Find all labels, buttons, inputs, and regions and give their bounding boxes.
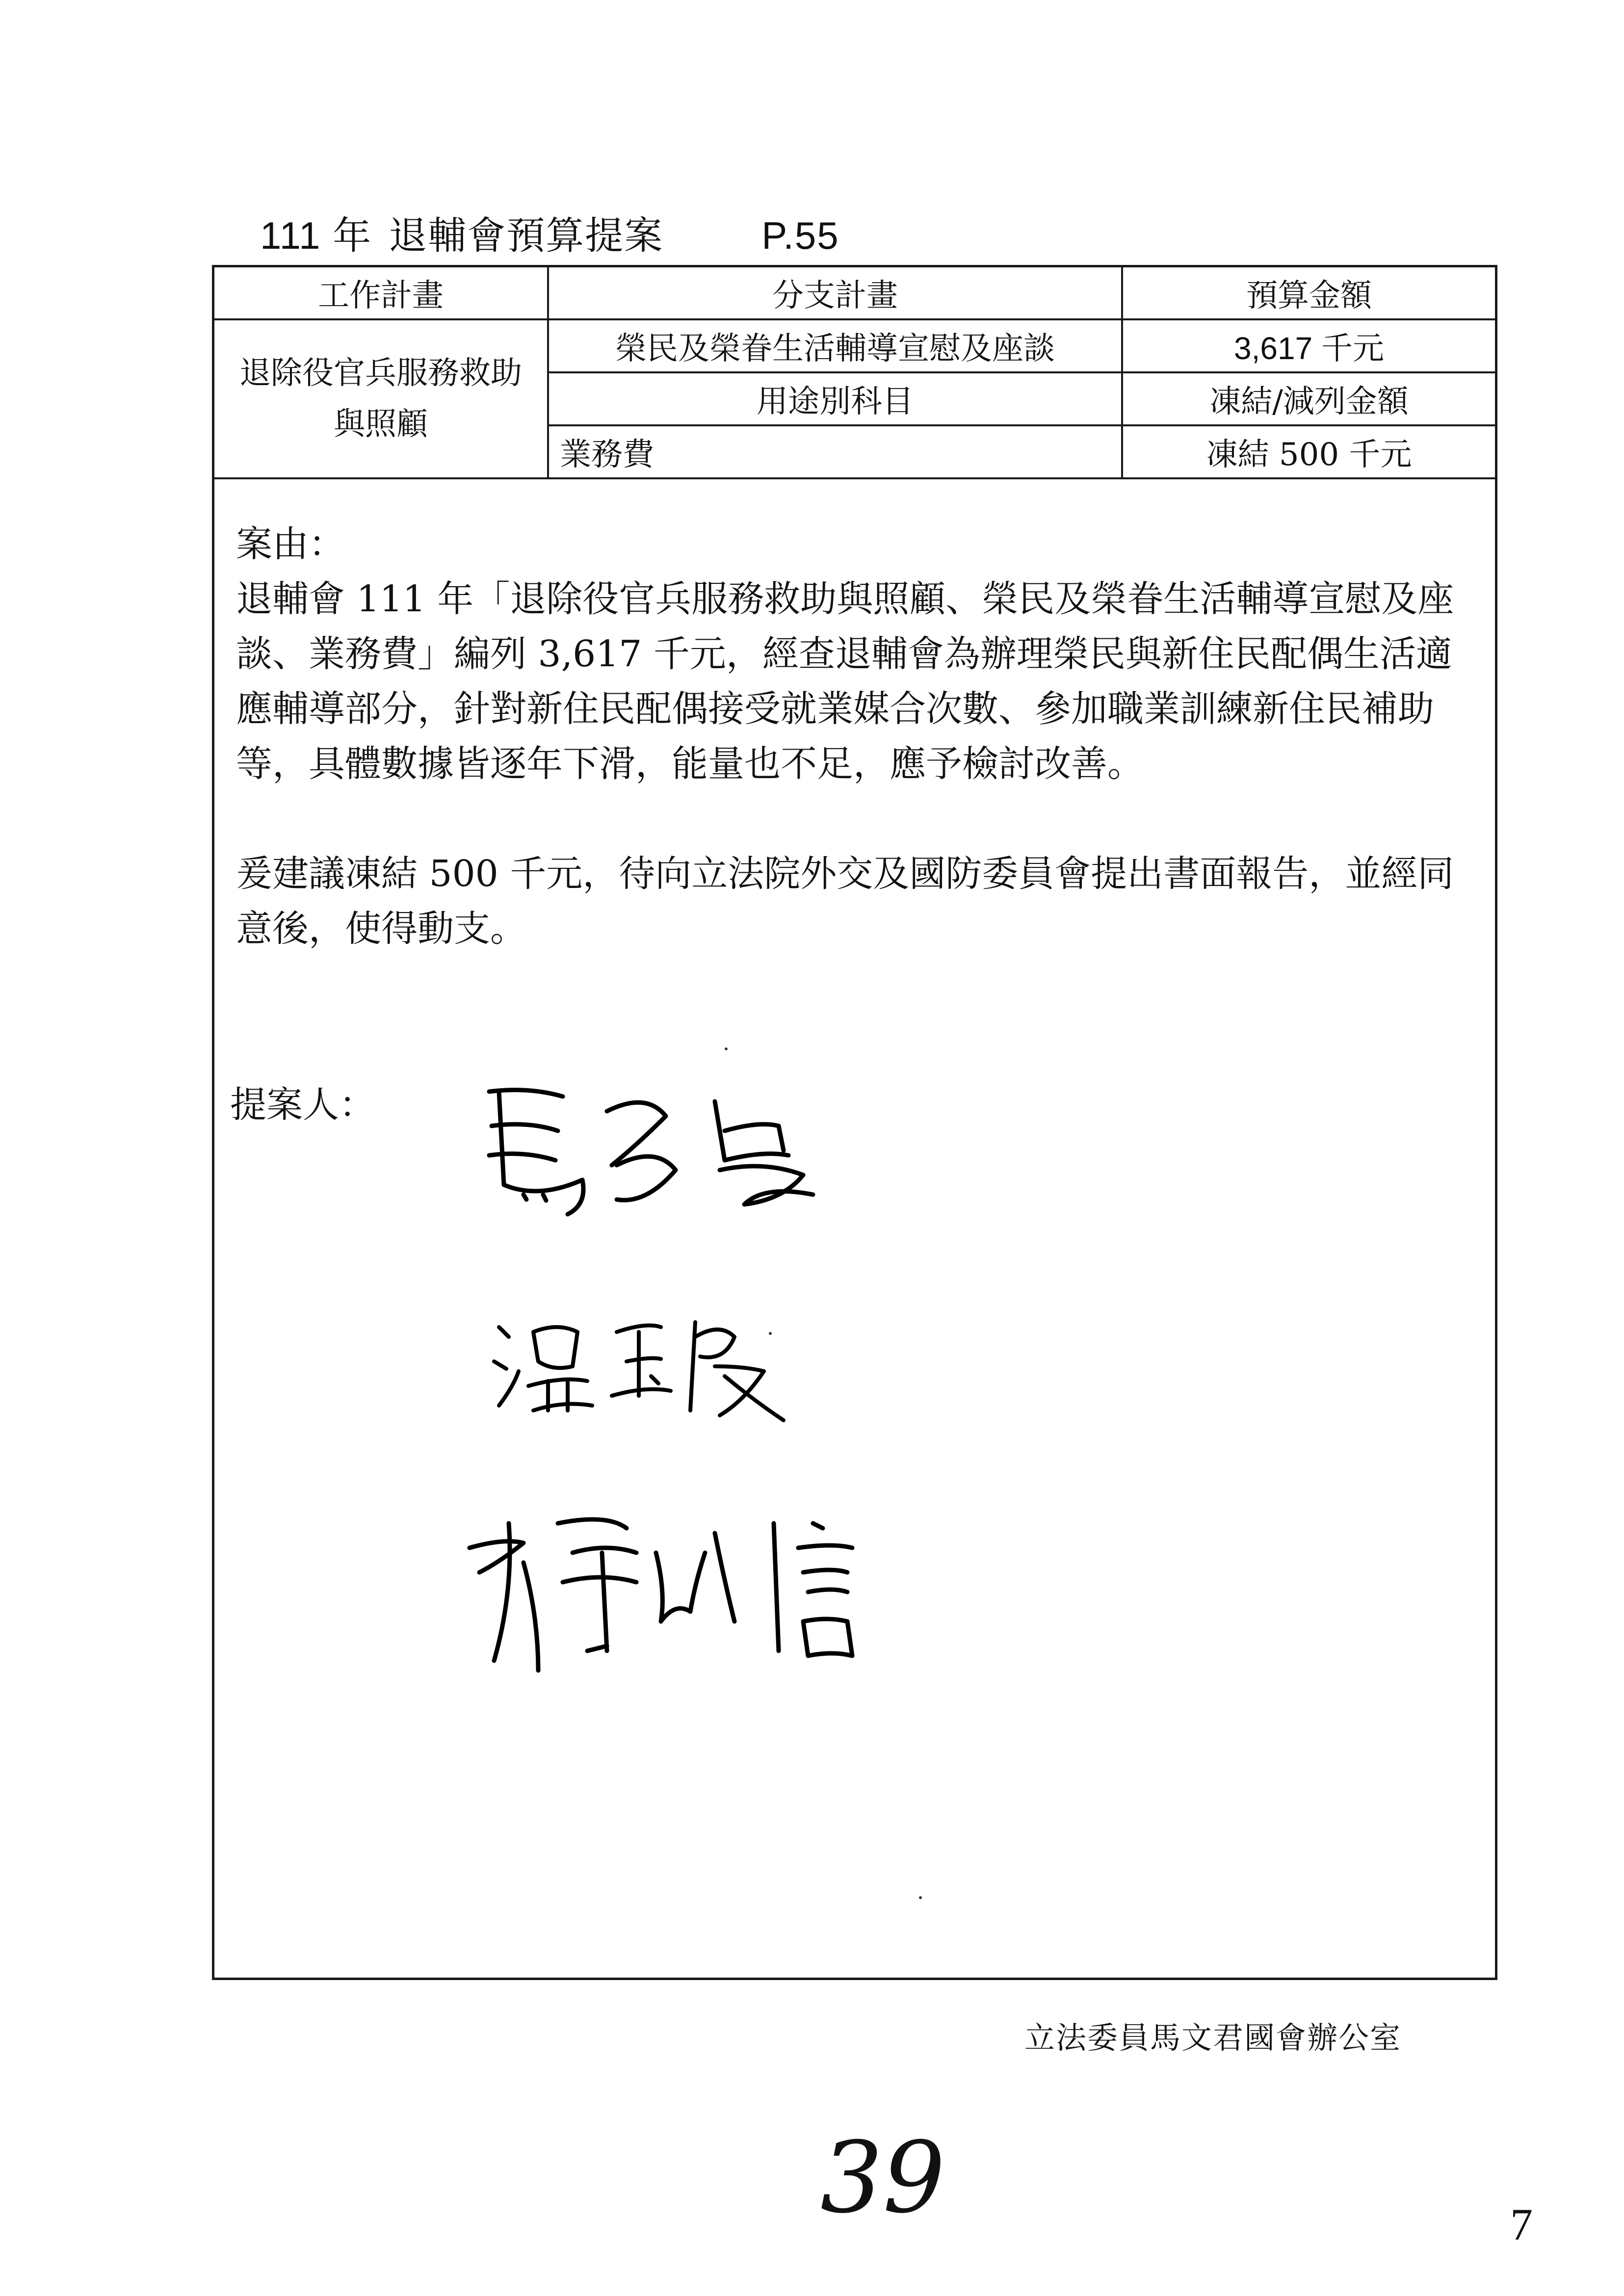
proposer-label: 提案人： [230, 1084, 375, 1126]
office-name: 立法委員馬文君國會辦公室 [1024, 2020, 1402, 2056]
header-work-plan: 工作計畫 [214, 267, 548, 319]
freeze-header-cell: 凍結/減列金額 [1122, 372, 1495, 425]
proposal-body [236, 517, 1482, 956]
document-heading [260, 205, 839, 260]
heading-year: 111 年 [260, 214, 372, 257]
scan-speck [919, 1896, 922, 1899]
subject-cell: 業務費 [548, 425, 1122, 478]
subject-header-cell: 用途別科目 [548, 372, 1122, 425]
page-number: 39 [820, 2121, 945, 2235]
signature-3 [460, 1494, 911, 1690]
scan-speck [769, 1332, 772, 1335]
proposal-form [212, 265, 1497, 1980]
signature-1 [470, 1072, 842, 1229]
header-sub-plan: 分支計畫 [548, 267, 1122, 319]
sheet-number: 7 [1510, 2199, 1533, 2249]
reason-label: 案由： [236, 523, 345, 565]
header-budget-amount: 預算金額 [1122, 267, 1495, 319]
work-plan-cell: 退除役官兵服務救助與照顧 [214, 319, 548, 478]
freeze-amount-cell: 凍結 500 千元 [1122, 425, 1495, 478]
scan-speck [725, 1047, 728, 1050]
reason-text: 退輔會 111 年「退除役官兵服務救助與照顧、榮民及榮眷生活輔導宣慰及座談、業務費」編列 3,617 千元，經查退輔會為辦理榮民與新住民配偶生活適應輔導部分，針對新住民配偶接受就業媒合次數、參加職業訓練新住民補助等，具體數據皆逐年下滑，能量也不足，應予檢討改善。 [236, 578, 1454, 785]
heading-title: 退輔會預算提案 [389, 214, 664, 257]
budget-table [214, 267, 1495, 479]
signature-2 [489, 1293, 803, 1430]
proposal-text: 爰建議凍結 500 千元，待向立法院外交及國防委員會提出書面報告，並經同意後，使得動支。 [236, 853, 1454, 950]
heading-page-ref: P.55 [761, 214, 839, 257]
sub-plan-cell: 榮民及榮眷生活輔導宣慰及座談 [548, 319, 1122, 372]
budget-amount-cell: 3,617 千元 [1122, 319, 1495, 372]
